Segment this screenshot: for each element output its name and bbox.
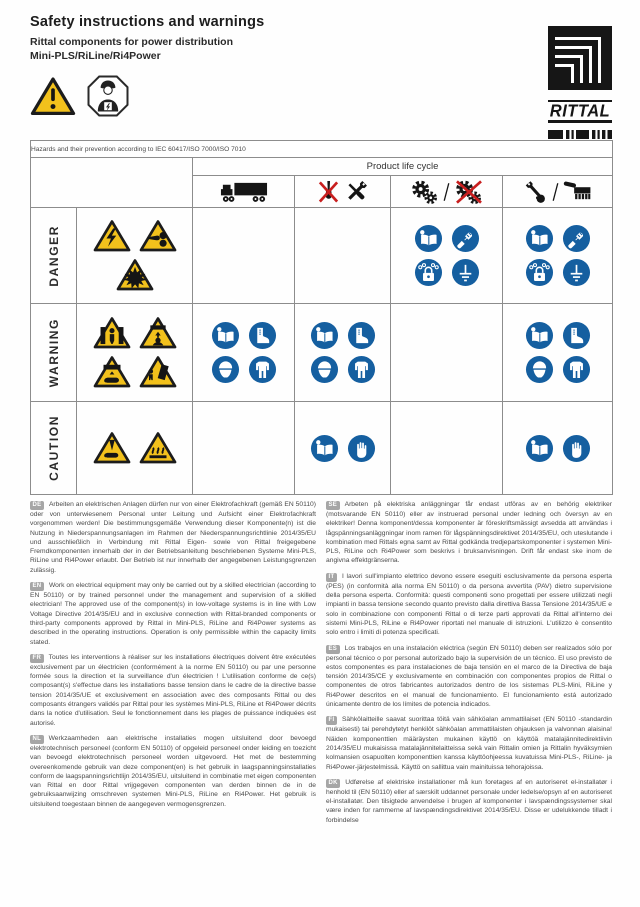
rittal-logo-square-icon: [548, 77, 612, 94]
no-screwdriver-icon: [317, 179, 340, 204]
lang-badge-de: DE: [30, 501, 44, 510]
lang-badge-fi: FI: [326, 716, 337, 725]
paragraph-de: [30, 500, 316, 575]
lang-badge-fr: FR: [30, 654, 44, 663]
severity-danger: DANGER: [31, 208, 77, 304]
tipping-hazard-icon: [139, 355, 177, 389]
multilingual-text: [30, 500, 612, 831]
cell-warning-operation: [391, 304, 503, 402]
crush-hazard-icon: [93, 316, 131, 350]
lang-badge-nl: NL: [30, 735, 44, 744]
paragraph-dk: [326, 778, 612, 825]
slash-icon: [443, 181, 450, 203]
safety-boots-icon: [347, 321, 376, 350]
paragraph-de-text: Arbeiten an elektrischen Anlagen dürfen nur von einer Elektrofachkraft (gemäß EN 50110) oder von unterwiesenem Personal unter Leitung und Aufsicht einer Elektrofachkraft vorgenommen werden! Die bestimmungsgemäße Verwendung dieser Komponente(n) ist die Nutzung in Niederspannungsanlagen im Rahmen der Niederspannungsrichtlinie 2014/35/EU und ausschließlich in Verbindung mit Rittal Eigen- sowie von Rittal freigegebene Fremdkomponenten innerhalb der in der Betriebsanleitung beschriebenen Systeme Mini-PLS, RiLine und Ri4Power erlaubt. Der Betrieb ist nur innerhalb der angegebenen Leistungsgrenzen zulässig.: [30, 501, 316, 574]
page-subtitle-1: Rittal components for power distribution: [30, 36, 233, 48]
disconnect-mains-icon: [451, 224, 480, 253]
crossed-tools-icon: [344, 179, 369, 204]
paragraph-fi: [326, 715, 612, 771]
paragraph-it: [326, 572, 612, 638]
paragraph-en: [30, 581, 316, 647]
warning-triangle-icon: [30, 76, 76, 117]
safety-boots-icon: [562, 321, 591, 350]
severity-caution: CAUTION: [31, 402, 77, 495]
column-assembly: [295, 176, 391, 208]
page-subtitle-2: Mini-PLS/RiLine/Ri4Power: [30, 50, 161, 62]
cell-warning-assembly: [295, 304, 391, 402]
cell-caution-operation: [391, 402, 503, 495]
rittal-logo: [548, 26, 612, 144]
product-life-cycle-header: Product life cycle: [193, 158, 613, 176]
severity-warning: WARNING: [31, 304, 77, 402]
hazard-table: [30, 140, 613, 495]
cell-danger-hazards: [77, 208, 193, 304]
read-manual-icon: [525, 224, 554, 253]
safety-boots-icon: [248, 321, 277, 350]
hazards-note: Hazards and their prevention according to IEC 60417/ISO 7000/ISO 7010: [31, 141, 613, 158]
protective-clothing-icon: [248, 355, 277, 384]
header-safety-icons: [30, 74, 130, 118]
gears-icon: [410, 179, 439, 205]
lang-badge-es: ES: [326, 645, 340, 654]
protective-clothing-icon: [347, 355, 376, 384]
lockout-icon: [525, 258, 554, 287]
lang-badge-se: SE: [326, 501, 340, 510]
hand-injury-hazard-icon: [139, 219, 177, 253]
paragraph-fr-text: Toutes les interventions à réaliser sur les installations électriques doivent être exécutées exclusivement par un électricien (conformément à la norme EN 50110) ou par une personne formée sous la direction et la surveillance d'un électricien ! L'utilisation conforme de ce(s) composant(s) s'effectue dans les installations basse tension dans le cadre de la directive basse tension 2014/35/UE et exclusivement en association avec des composants Rittal ou des composants étrangers validés par Rittal pour les systèmes Mini-PLS, RiLine et Ri4Power décrits dans la notice d'utilisation. Seul le fonctionnement dans les plages de puissance indiquées est autorisé.: [30, 653, 316, 727]
text-column-right: [326, 500, 612, 831]
overhead-load-hazard-icon: [139, 316, 177, 350]
page-title: Safety instructions and warnings: [30, 14, 265, 30]
lang-badge-en: EN: [30, 582, 44, 591]
blank-corner-cell: [31, 158, 193, 208]
cell-caution-maintenance: [503, 402, 613, 495]
column-maintenance: [503, 176, 613, 208]
cell-danger-maintenance: [503, 208, 613, 304]
text-column-left: [30, 500, 316, 831]
cut-hazard-icon: [93, 431, 131, 465]
wrench-hand-icon: [523, 180, 548, 204]
paragraph-fr: [30, 653, 316, 728]
truck-icon: [219, 180, 269, 204]
paragraph-se: [326, 500, 612, 566]
paragraph-nl-text: Werkzaamheden aan elektrische installaties mogen uitsluitend door bevoegd elektrotechnisch personeel (conform EN 50110) of opgeleid personeel onder leiding en toezicht van bevoegd elektrotechnisch personeel worden uitgevoerd. Het met de bestemming overeenkomende gebruik van deze component(en) is het gebruik in laagspanningsinstallaties conform de laagspanningsrichtlijn 2014/35/EU, uitsluitend in combinatie met eigen componenten van Rittal en door Rittal vrijgegeven componenten van derden binnen de in de gebruiksaanwijzing omschreven systemen Mini-PLS, RiLine en Ri4Power. Het gebruik is uitsluitend toegestaan binnen de aangegeven vermogensgrenzen.: [30, 734, 316, 808]
column-transport: [193, 176, 295, 208]
cell-warning-maintenance: [503, 304, 613, 402]
cell-caution-hazards: [77, 402, 193, 495]
cell-warning-transport: [193, 304, 295, 402]
protective-clothing-icon: [562, 355, 591, 384]
read-manual-icon: [211, 321, 240, 350]
read-manual-icon: [525, 321, 554, 350]
paragraph-fi-text: Sähkölaitteille saavat suorittaa töitä vain sähköalan ammattilaiset (EN 50110 -standardin mukaisesti) tai perehdytetyt henkilöt sähköalan ammattilaisten ohjauksen ja valvonnan alaisina! Näiden komponenttien määräysten mukainen käyttö on käyttöä matalajännitedirektiivin 2014/35/EU mukaisissa matalajännitelaitteissa sekä vain Rittalin omien ja Rittalin hyväksymien kolmansien osapuolten komponenttien kanssa käyttöohjeessa kuvatuissa Mini-PLS-, RiLine- ja Ri4Power-järjestelmissä. Käyttö on sallittua vain mainituissa tehorajoissa.: [326, 716, 612, 771]
paragraph-se-text: Arbeten på elektriska anläggningar får endast utföras av en behörig elektriker (motsvarande EN 50110) eller av instruerad personal under ledning och översyn av en elektriker! Denna komponent/dessa komponenter är föreskriftsmässigt avsedda att användas i lågspänningsanläggningar inom ramen för lågspänningsdirektivet 2014/35/EU, och uteslutande i kombination med Rittals egna samt av Rittal godkända tredjepartskomponenter i systemen Mini-PLS, RiLine och Ri4Power som beskrivs i bruksanvisningen. Drift får endast ske inom de angivna effektgränserna.: [326, 501, 612, 565]
paragraph-nl: [30, 734, 316, 809]
helmet-icon: [310, 355, 339, 384]
hot-surface-hazard-icon: [139, 431, 177, 465]
explosion-hazard-icon: [116, 258, 154, 292]
paragraph-en-text: Work on electrical equipment may only be carried out by a skilled electrician (according to EN 50110) or by trained personnel under the management and supervision of a skilled electrician! The approved use of the component(s) in low-voltage systems is in line with Low Voltage Directive 2014/35/EU and in exclusive connection with Rittal-branded components or third-party components approved by Rittal in Mini-PLS, RiLine and Ri4Power systems as described in the operating instructions. Operation is only permissible within the capacity limits stated.: [30, 582, 316, 646]
disconnect-mains-icon: [562, 224, 591, 253]
protective-gloves-icon: [347, 434, 376, 463]
column-operation: [391, 176, 503, 208]
brush-icon: [563, 181, 592, 203]
lockout-icon: [414, 258, 443, 287]
paragraph-dk-text: Udførelse af elektriske installationer må kun foretages af en autoriseret el-installatør i henhold til (EN 50110) eller af særskilt uddannet personale under ledelse/opsyn af en autoriseret el-installatør. Den tilsigtede anvendelse i brugen af komponenter i lavspændingssystemer skal være inden for rammerne af lavspændingsdirektivet 2014/35/EU. Disse er udelukkende tilladt i forbindelse: [326, 778, 612, 824]
electrician-icon: [86, 74, 130, 118]
no-gears-icon: [454, 179, 483, 205]
protective-gloves-icon: [562, 434, 591, 463]
read-manual-icon: [525, 434, 554, 463]
earth-connection-icon: [562, 258, 591, 287]
read-manual-icon: [414, 224, 443, 253]
brand-wordmark: RITTAL: [549, 101, 611, 121]
lang-badge-dk: DK: [326, 779, 340, 788]
lang-badge-it: IT: [326, 573, 337, 582]
read-manual-icon: [310, 321, 339, 350]
cell-caution-assembly: [295, 402, 391, 495]
helmet-icon: [211, 355, 240, 384]
slash-icon: [552, 181, 559, 203]
cell-warning-hazards: [77, 304, 193, 402]
paragraph-it-text: I lavori sull'impianto elettrico devono essere eseguiti esclusivamente da persona esperta (PES) (in conformità alla norma EN 50110) o da persona avvertita (PAV) dietro supervisione della persona esperta. Conformità: questi componenti sono progettati per essere utilizzati negli impianti in bassa tensione secondo quanto previsto dalla direttiva Bassa Tensione 2014/35/UE e solo in combinazione con componenti Rittal o di terze parti approvati da Rittal all'interno dei sistemi Mini-PLS, RiLine e Ri4Power riportati nel manuale di istruzioni. L'utilizzo è consentito solo entro i limiti di potenza specificati.: [326, 572, 612, 637]
read-manual-icon: [310, 434, 339, 463]
electric-shock-hazard-icon: [93, 219, 131, 253]
helmet-icon: [525, 355, 554, 384]
cell-danger-assembly: [295, 208, 391, 304]
earth-connection-icon: [451, 258, 480, 287]
paragraph-es: [326, 644, 612, 710]
cell-danger-transport: [193, 208, 295, 304]
cell-danger-operation: [391, 208, 503, 304]
paragraph-es-text: Los trabajos en una instalación eléctrica (según EN 50110) deben ser realizados sólo por personal técnico o por personal autorizado bajo la supervisión de un técnico. El uso previsto de estos componentes es para instalaciones de baja tensión en el marco de la Directiva de baja tensión 2014/35/CE y exclusivamente en combinación con componentes propios de Rittal o componentes de otros fabricantes autorizados dentro de los sistemas PLS-Mini, RiLine y Ri4Power descritos en el manual de funcionamiento. El funcionamiento está autorizado únicamente dentro de los límites de potencia indicados.: [326, 644, 612, 709]
cell-caution-transport: [193, 402, 295, 495]
hand-crush-hazard-icon: [93, 355, 131, 389]
